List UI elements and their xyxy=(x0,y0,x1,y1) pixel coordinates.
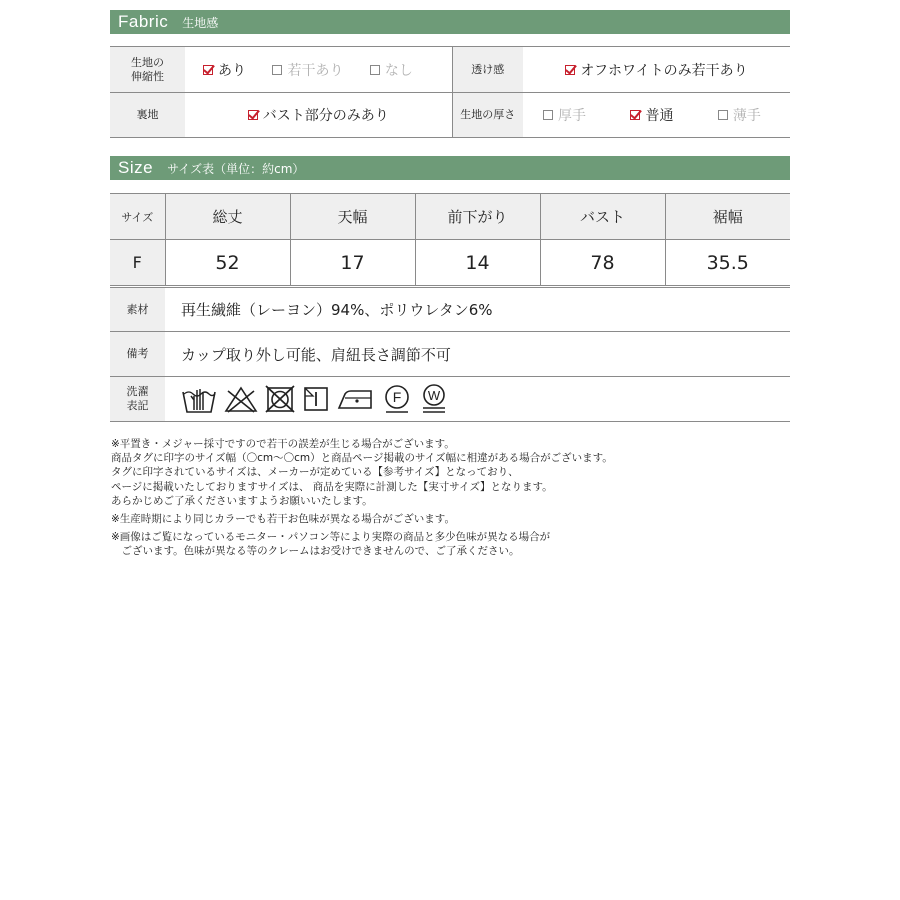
notes xyxy=(111,437,613,559)
stretch-option-yes xyxy=(203,60,246,80)
wet-clean-w-letter: W xyxy=(427,388,441,403)
fabric-title-jp: 生地感 xyxy=(182,15,219,30)
lining-option-bust-label: バスト部分のみあり xyxy=(262,108,389,124)
size-header-top-width: 天幅 xyxy=(290,194,415,240)
hand-wash-icon xyxy=(181,384,217,414)
thickness-option-normal xyxy=(630,105,673,125)
checkbox-empty-icon xyxy=(543,110,553,120)
no-tumble-dry-icon xyxy=(265,385,295,413)
note-line: 商品タグに印字のサイズ幅（〇cm〜〇cm）と商品ページ掲載のサイズ幅に相違がある場合がございます。 xyxy=(111,452,613,465)
fabric-title-en: Fabric xyxy=(118,12,169,31)
checkbox-empty-icon xyxy=(272,65,282,75)
care-label xyxy=(110,377,165,422)
line-dry-shade-icon xyxy=(302,385,330,413)
checkbox-empty-icon xyxy=(718,110,728,120)
size-header-hem-width: 裾幅 xyxy=(665,194,790,240)
sheer-option-offwhite xyxy=(565,60,747,80)
note-line: タグに印字されているサイズは、メーカーが定めている【参考サイズ】となっており、 xyxy=(111,466,519,479)
care-row xyxy=(110,377,790,422)
stretch-options xyxy=(185,47,452,93)
no-bleach-icon xyxy=(224,385,258,413)
size-header-front-drop: 前下がり xyxy=(415,194,540,240)
lining-label: 裏地 xyxy=(110,93,185,138)
note-line: あらかじめご了承くださいますようお願いいたします。 xyxy=(111,494,373,507)
note-line: ございます。色味が異なる等のクレームはお受けできませんので、ご了承ください。 xyxy=(111,545,520,558)
care-label-line1: 洗濯 xyxy=(126,385,149,398)
size-section-header xyxy=(110,156,790,180)
stretch-option-slight xyxy=(272,60,343,80)
checkbox-checked-icon xyxy=(565,65,575,75)
material-label: 素材 xyxy=(110,288,165,332)
wet-clean-w-icon xyxy=(419,384,449,414)
size-cell-bust: 78 xyxy=(540,240,665,286)
checkbox-checked-icon xyxy=(630,110,640,120)
thickness-options xyxy=(523,93,790,138)
checkbox-checked-icon xyxy=(248,110,258,120)
thickness-option-thin xyxy=(718,105,761,125)
care-icons-cell xyxy=(165,377,790,422)
size-header-bust: バスト xyxy=(540,194,665,240)
note-line: ※平置き・メジャー採寸ですので若干の誤差が生じる場合がございます。 xyxy=(111,438,455,450)
sheer-label: 透け感 xyxy=(452,47,523,93)
stretch-label-line2: 伸縮性 xyxy=(131,69,164,83)
size-table xyxy=(110,193,790,286)
size-header-row xyxy=(110,194,790,240)
thickness-option-thick xyxy=(543,105,586,125)
detail-table xyxy=(110,287,790,422)
dry-clean-f-icon xyxy=(382,384,412,414)
sheer-option-offwhite-label: オフホワイトのみ若干あり xyxy=(580,62,748,79)
size-title-jp: サイズ表（単位：約cm） xyxy=(167,161,305,176)
lining-option-bust xyxy=(248,105,389,125)
note-line: ページに掲載いたしておりますサイズは、 商品を実際に計測した【実寸サイズ】となります。 xyxy=(111,480,553,493)
size-title-en: Size xyxy=(118,158,154,177)
stretch-option-yes-label: あり xyxy=(218,62,246,79)
stretch-label xyxy=(110,47,185,93)
sheer-options xyxy=(523,47,790,93)
checkbox-checked-icon xyxy=(203,65,213,75)
size-cell-front-drop: 14 xyxy=(415,240,540,286)
size-cell-top-width: 17 xyxy=(290,240,415,286)
stretch-option-slight-label: 若干あり xyxy=(287,62,344,79)
stretch-option-none-label: なし xyxy=(384,62,413,79)
stretch-option-none xyxy=(370,60,413,80)
care-label-line2: 表記 xyxy=(126,399,149,412)
care-icons xyxy=(165,384,790,414)
dry-clean-f-letter: F xyxy=(392,389,402,405)
fabric-table xyxy=(110,46,790,138)
note-line: ※画像はご覧になっているモニター・パソコン等により実際の商品と多少色味が異なる場合が xyxy=(111,531,551,544)
fabric-section-header xyxy=(110,10,790,34)
fabric-row-lining xyxy=(110,93,790,138)
material-value: 再生繊維（レーヨン）94%、ポリウレタン6% xyxy=(165,288,790,332)
fabric-row-stretch xyxy=(110,47,790,93)
lining-options xyxy=(185,93,452,138)
remarks-row xyxy=(110,332,790,377)
remarks-value: カップ取り外し可能、肩紐長さ調節不可 xyxy=(165,332,790,377)
stretch-label-line1: 生地の xyxy=(131,55,164,69)
size-row-f xyxy=(110,240,790,286)
note-line: ※生産時期により同じカラーでも若干お色味が異なる場合がございます。 xyxy=(111,513,455,526)
size-cell-hem-width: 35.5 xyxy=(665,240,790,286)
size-cell-length: 52 xyxy=(165,240,290,286)
thickness-option-normal-label: 普通 xyxy=(645,108,674,124)
thickness-option-thin-label: 薄手 xyxy=(732,108,761,124)
thickness-label: 生地の厚さ xyxy=(452,93,523,138)
size-header-size: サイズ xyxy=(110,194,165,240)
checkbox-empty-icon xyxy=(370,65,380,75)
size-cell-size: F xyxy=(110,240,165,286)
thickness-option-thick-label: 厚手 xyxy=(558,108,586,124)
size-header-length: 総丈 xyxy=(165,194,290,240)
iron-low-icon xyxy=(337,386,375,412)
remarks-label: 備考 xyxy=(110,332,165,377)
material-row xyxy=(110,288,790,332)
